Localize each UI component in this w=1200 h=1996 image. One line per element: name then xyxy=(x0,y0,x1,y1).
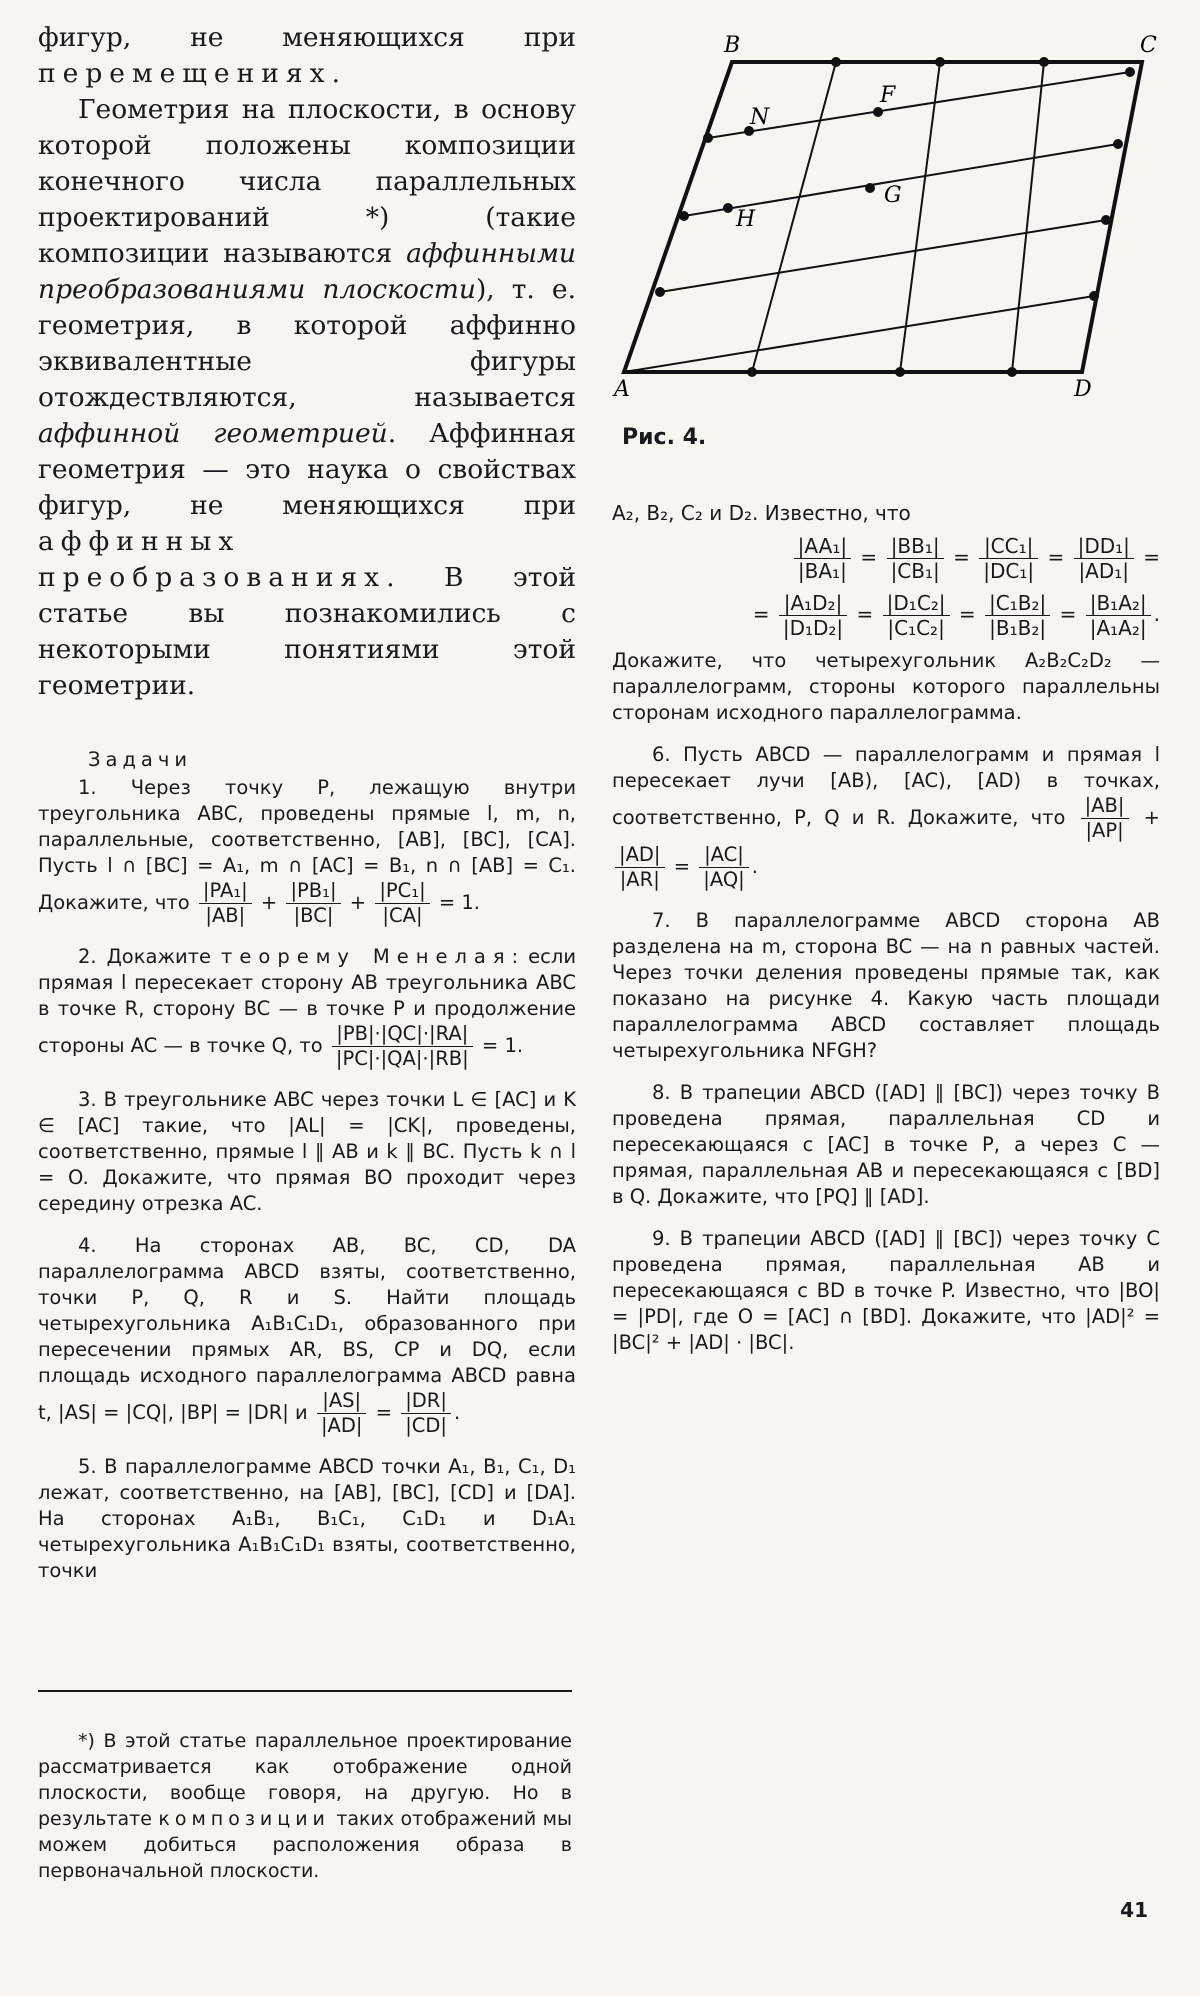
label-c: C xyxy=(1140,33,1157,58)
label-d: D xyxy=(1074,377,1092,402)
left-column xyxy=(38,20,576,1600)
label-b: B xyxy=(724,33,741,58)
label-h: H xyxy=(736,207,756,232)
label-g: G xyxy=(884,183,902,208)
footnote: *) В этой статье параллельное проектирование рассматривается как отображение одной плоскости, вообще говоря, на другую. Но в результате композиции таких отображений мы можем добиться расположения образа в первоначальной плоскости. xyxy=(38,1730,572,1882)
task-1: 1. Через точку P, лежащую внутри треугольника ABC, проведены прямые l, m, n, параллельные, соответственно, [AB], [BC], [CA]. Пусть l ∩ [BC] = A₁, m ∩ [AC] = B₁, n ∩ [AB] = C₁. Докажите, что $\frac{\text{|PA₁|}}{|AB|}$ + $\frac{\text{|PB₁|}}{|BC|}$ + $\frac{\text{|PC₁|}}{|CA|}$ = 1. xyxy=(38,776,576,927)
task-8: 8. В трапеции ABCD ([AD] ∥ [BC]) через точку B проведена прямая, параллельная CD и пересекающаяся с [AC] в точке P, а через C — прямая, параллельная AB и пересекающаяся с [BD] в Q. Докажите, что [PQ] ∥ [AD]. xyxy=(612,1081,1160,1208)
task-5: 5. В параллелограмме ABCD точки A₁, B₁, C₁, D₁ лежат, соответственно, на [AB], [BC], [CD] и [DA]. На сторонах A₁B₁, B₁C₁, C₁D₁ и D₁A₁ четырехугольника A₁B₁C₁D₁ взяты, соответственно, точки xyxy=(38,1455,576,1582)
division-line xyxy=(660,220,1106,292)
parallelogram-outline xyxy=(624,62,1142,372)
intro-paragraph-1: фигур, не меняющихся при перемещениях. xyxy=(38,22,576,89)
task-7: 7. В параллелограмме ABCD сторона AB разделена на m, сторона BC — на n равных частей. Через точки деления проведены прямые так, как показано на рисунке 4. Какую часть площади параллелограмма ABCD составляет площадь четырехугольника NFGH? xyxy=(612,909,1160,1062)
division-line xyxy=(1012,62,1044,372)
intro-text xyxy=(38,20,576,704)
division-line xyxy=(624,296,1094,372)
task-5-formula-row-2: = $\frac{\text{|A₁D₂|}}{\text{|D₁D₂|}}$ = $\frac{\text{|D₁C₂|}}{\text{|C₁C₂|}}$ = $\frac{\text{|C₁B₂|}}{\text{|B₁B₂|}}$ = $\frac{\text{|B₁A₂|}}{\text{|A₁A₂|}}$ . xyxy=(752,591,1160,640)
intro-paragraph-2: Геометрия на плоскости, в основу которой положены композиции конечного числа параллельных проектирований *) (такие композиции называются аффинными преобразованиями плоскости), т. е. геометрия, в которой аффинно эквивалентные фигуры отождествляются, называется аффинной геометрией. Аффинная геометрия — это наука о свойствах фигур, не меняющихся при аффинных преобразованиях. В этой статье вы познакомились с некоторыми понятиями этой геометрии. xyxy=(38,94,576,701)
page-number: 41 xyxy=(1120,1898,1148,1922)
fraction: $\frac{\text{|PC₁|}}{|CA|}$ xyxy=(375,879,429,928)
fraction: $\frac{|AS|}{|AD|}$ xyxy=(317,1389,367,1438)
label-n: N xyxy=(750,105,770,130)
task-9: 9. В трапеции ABCD ([AD] ∥ [BC]) через точку C проведена прямая, параллельная AB и пересекающаяся с BD в точке P. Известно, что |BO| = |PD|, где O = [AC] ∩ [BD]. Докажите, что |AD|² = |BC|² + |AD| · |BC|. xyxy=(612,1227,1160,1354)
label-a: A xyxy=(614,377,630,402)
task-5-continued: A₂, B₂, C₂ и D₂. Известно, что xyxy=(612,501,911,525)
task-5-formula-row-1: $\frac{\text{|AA₁|}}{\text{|BA₁|}}$ = $\frac{\text{|BB₁|}}{\text{|CB₁|}}$ = $\frac{\text{|CC₁|}}{\text{|DC₁|}}$ = $\frac{\text{|DD₁|}}{\text{|AD₁|}}$ = xyxy=(612,534,1160,583)
task-5-conclusion: Докажите, что четырехугольник A₂B₂C₂D₂ — параллелограмм, стороны которого параллельны сторонам исходного параллелограмма. xyxy=(612,649,1160,724)
parallelogram-diagram xyxy=(612,20,1160,420)
tasks-heading: Задачи xyxy=(88,748,193,771)
label-f: F xyxy=(880,83,896,108)
right-column xyxy=(612,20,1160,1372)
fraction: $\frac{\text{|PB₁|}}{|BC|}$ xyxy=(286,879,340,928)
fraction: $\frac{\text{|PA₁|}}{|AB|}$ xyxy=(199,879,252,928)
fraction: $\frac{|PB|\cdot|QC|\cdot|RA|}{|PC|\cdot|QA|\cdot|RB|}$ xyxy=(332,1022,473,1071)
task-6: 6. Пусть ABCD — параллелограмм и прямая l пересекает лучи [AB), [AC), [AD) в точках, соответственно, P, Q и R. Докажите, что $\frac{|AB|}{|AP|}$ + $\frac{|AD|}{|AR|}$ = $\frac{|AC|}{|AQ|}$ . xyxy=(612,743,1160,891)
division-line xyxy=(708,72,1130,138)
figure-4 xyxy=(612,20,1160,450)
fraction: $\frac{|DR|}{|CD|}$ xyxy=(401,1389,451,1438)
tasks-left xyxy=(38,775,576,1584)
task-2: 2. Докажите теорему Менелая: если прямая l пересекает сторону AB треугольника ABC в точке R, сторону BC — в точке P и продолжение стороны AC — в точке Q, то $\frac{|PB|\cdot|QC|\cdot|RA|}{|PC|\cdot|QA|\cdot|RB|}$ = 1. xyxy=(38,945,577,1070)
task-3: 3. В треугольнике ABC через точки L ∈ [AC] и K ∈ [AC] такие, что |AL| = |CK|, проведены, соответственно, прямые l ∥ AB и k ∥ BC. Пусть k ∩ l = O. Докажите, что прямая BO проходит через середину отрезка AC. xyxy=(38,1088,576,1215)
footnote-divider xyxy=(38,1690,572,1692)
task-4: 4. На сторонах AB, BC, CD, DA параллелограмма ABCD взяты, соответственно, точки P, Q, R и S. Найти площадь четырехугольника A₁B₁C₁D₁, образованного при пересечении прямых AR, BS, CP и DQ, если площадь исходного параллелограмма ABCD равна t, |AS| = |CQ|, |BP| = |DR| и $\frac{|AS|}{|AD|}$ = $\frac{|DR|}{|CD|}$ . xyxy=(38,1234,576,1437)
tasks-right xyxy=(612,500,1160,1356)
figure-caption: Рис. 4. xyxy=(622,425,707,450)
